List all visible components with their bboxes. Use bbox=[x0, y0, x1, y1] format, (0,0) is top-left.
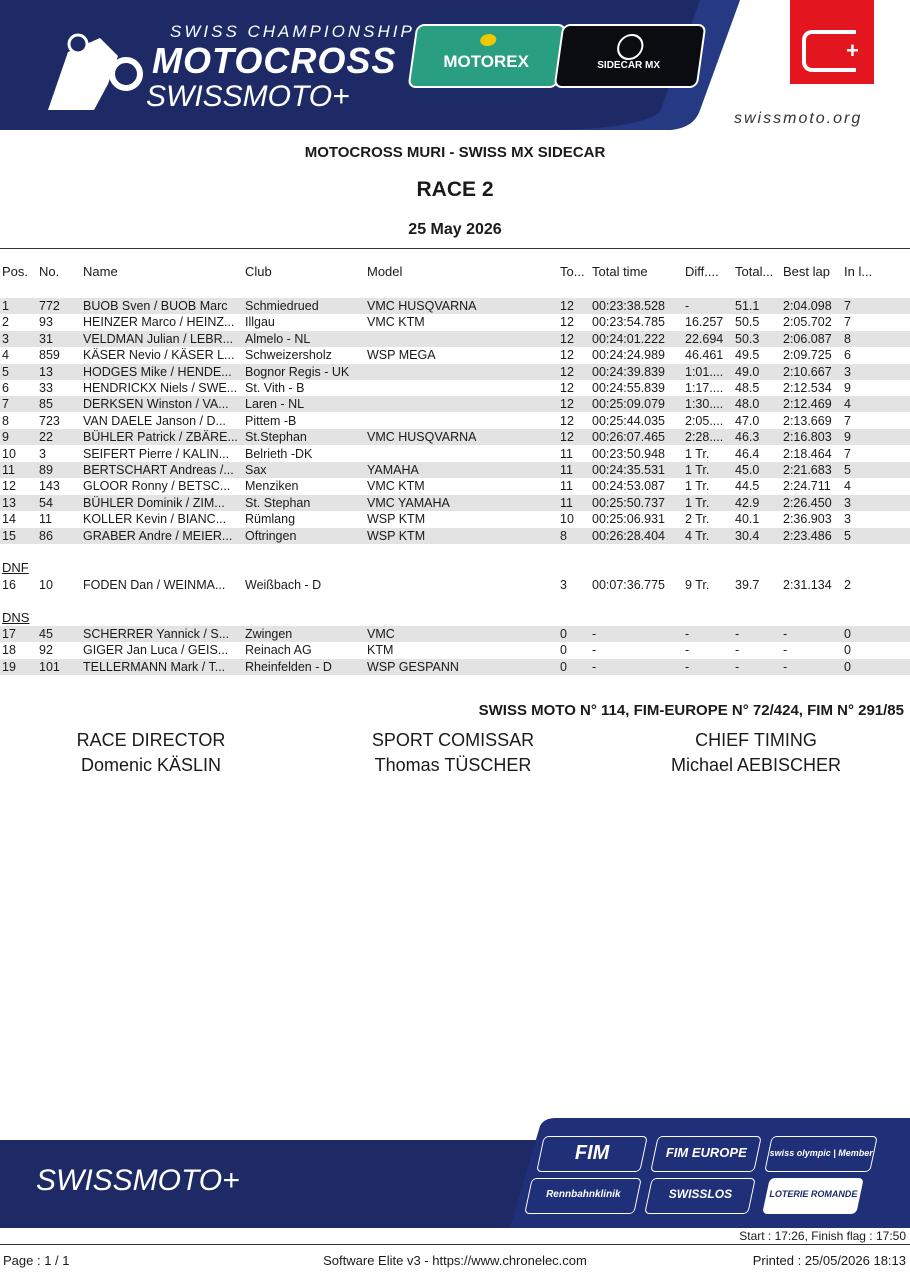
cell-laps: 12 bbox=[560, 348, 574, 363]
championship-logo bbox=[40, 16, 415, 116]
cell-pos: 3 bbox=[2, 331, 9, 346]
cell-club: Pittem -B bbox=[245, 413, 297, 428]
col-model: Model bbox=[367, 264, 403, 279]
cell-pos: 13 bbox=[2, 495, 16, 510]
cell-pos: 14 bbox=[2, 512, 16, 527]
cell-best-lap: 2:12.534 bbox=[783, 381, 832, 395]
cell-total-time: - bbox=[592, 643, 597, 658]
motorex-logo: MOTOREX bbox=[408, 24, 567, 88]
cell-name: SCHERRER Yannick / S... bbox=[83, 627, 230, 641]
cell-best-lap: 2:13.669 bbox=[783, 413, 832, 428]
cell-total-time: 00:23:38.528 bbox=[592, 299, 665, 313]
cell-club: Oftringen bbox=[245, 528, 297, 543]
cell-total-speed: 30.4 bbox=[735, 528, 760, 543]
cell-total-time: 00:25:44.035 bbox=[592, 413, 665, 428]
cell-pos: 6 bbox=[2, 381, 9, 395]
cell-laps: 0 bbox=[560, 643, 567, 658]
cell-name: VAN DAELE Janson / D... bbox=[83, 413, 226, 428]
cell-laps: 0 bbox=[560, 627, 567, 641]
cell-best-lap: 2:09.725 bbox=[783, 348, 832, 363]
cell-in-lap: 9 bbox=[844, 430, 851, 445]
cell-total-time: 00:25:06.931 bbox=[592, 512, 665, 527]
cell-diff: - bbox=[685, 627, 690, 641]
cell-club: Zwingen bbox=[245, 627, 293, 641]
cell-name: BÜHLER Dominik / ZIM... bbox=[83, 495, 225, 510]
cell-number: 13 bbox=[39, 364, 53, 379]
cell-name: GIGER Jan Luca / GEIS... bbox=[83, 643, 229, 658]
cell-laps: 3 bbox=[560, 578, 567, 592]
cell-total-speed: 49.5 bbox=[735, 348, 760, 363]
cell-number: 10 bbox=[39, 578, 53, 592]
header-divider bbox=[0, 248, 910, 249]
cell-name: HENDRICKX Niels / SWE... bbox=[83, 381, 238, 395]
cell-total-speed: 48.5 bbox=[735, 381, 760, 395]
cell-model: VMC HUSQVARNA bbox=[367, 430, 477, 445]
cell-best-lap: 2:24.711 bbox=[783, 479, 831, 494]
cell-laps: 10 bbox=[560, 512, 574, 527]
fim-europe-logo: FIM EUROPE bbox=[650, 1136, 762, 1172]
cell-total-speed: 40.1 bbox=[735, 512, 760, 527]
signature-name: Thomas TÜSCHER bbox=[374, 755, 532, 775]
cell-model: KTM bbox=[367, 643, 394, 658]
cell-model: VMC bbox=[367, 627, 395, 641]
cell-best-lap: 2:36.903 bbox=[783, 512, 832, 527]
cell-in-lap: 4 bbox=[844, 397, 851, 412]
table-row bbox=[0, 577, 910, 593]
table-row bbox=[0, 413, 910, 429]
cell-pos: 18 bbox=[2, 643, 16, 658]
dnf-heading: DNF bbox=[2, 560, 29, 575]
cell-diff: 1 Tr. bbox=[685, 463, 710, 477]
swiss-olympic-logo: swiss olympic | Member bbox=[764, 1136, 878, 1172]
cell-diff: 46.461 bbox=[685, 348, 724, 363]
signature-role: SPORT COMISSAR bbox=[371, 730, 535, 750]
footer-swissmoto-logo: SWISSMOTO+ bbox=[36, 1164, 240, 1197]
cell-best-lap: 2:31.134 bbox=[783, 578, 832, 592]
cell-total-speed: 42.9 bbox=[735, 495, 760, 510]
cell-model: VMC KTM bbox=[367, 315, 425, 330]
cell-laps: 11 bbox=[560, 463, 573, 477]
cell-number: 723 bbox=[39, 413, 60, 428]
cell-number: 86 bbox=[39, 528, 53, 543]
cell-in-lap: 0 bbox=[844, 627, 851, 641]
cell-best-lap: 2:10.667 bbox=[783, 364, 832, 379]
cell-total-time: 00:23:50.948 bbox=[592, 446, 665, 461]
cell-total-time: - bbox=[592, 659, 597, 674]
cell-best-lap: 2:23.486 bbox=[783, 528, 832, 543]
cell-diff: 1:01.... bbox=[685, 364, 724, 379]
table-row bbox=[0, 347, 910, 363]
cell-in-lap: 3 bbox=[844, 364, 851, 379]
cell-total-time: - bbox=[592, 627, 597, 641]
col-laps: To... bbox=[560, 264, 585, 279]
cell-club: Bognor Regis - UK bbox=[245, 364, 350, 379]
cell-in-lap: 0 bbox=[844, 659, 851, 674]
cell-diff: 2:28.... bbox=[685, 430, 724, 445]
cell-best-lap: 2:12.469 bbox=[783, 397, 832, 412]
table-row bbox=[0, 478, 910, 494]
cell-model: WSP KTM bbox=[367, 512, 426, 527]
cell-number: 772 bbox=[39, 299, 60, 313]
cell-total-speed: 45.0 bbox=[735, 463, 760, 477]
cell-total-speed: - bbox=[735, 659, 740, 674]
cell-club: Illgau bbox=[245, 315, 275, 330]
col-best-lap: Best lap bbox=[783, 264, 830, 279]
cell-pos: 12 bbox=[2, 479, 16, 494]
cell-name: DERKSEN Winston / VA... bbox=[83, 397, 229, 412]
table-row bbox=[0, 659, 910, 675]
signature-sport-comissar bbox=[323, 728, 583, 778]
cell-club: Reinach AG bbox=[245, 643, 312, 658]
col-pos: Pos. bbox=[2, 264, 29, 279]
cell-total-speed: - bbox=[735, 627, 740, 641]
cell-in-lap: 3 bbox=[844, 495, 851, 510]
cell-pos: 9 bbox=[2, 430, 9, 445]
cell-club: Almelo - NL bbox=[245, 331, 311, 346]
cell-name: HEINZER Marco / HEINZ... bbox=[83, 315, 235, 330]
cell-total-time: 00:23:54.785 bbox=[592, 315, 665, 330]
table-row bbox=[0, 495, 910, 511]
cell-diff: - bbox=[685, 659, 690, 674]
cell-total-time: 00:26:28.404 bbox=[592, 528, 665, 543]
cell-best-lap: 2:26.450 bbox=[783, 495, 832, 510]
cell-pos: 1 bbox=[2, 299, 9, 313]
motocross-text: MOTOCROSS bbox=[152, 40, 397, 81]
cell-in-lap: 2 bbox=[844, 578, 851, 592]
cell-pos: 2 bbox=[2, 315, 9, 330]
cell-pos: 15 bbox=[2, 528, 16, 543]
cell-laps: 12 bbox=[560, 364, 574, 379]
cell-club: Laren - NL bbox=[245, 397, 305, 412]
swissmoto-red-logo: + bbox=[790, 0, 874, 84]
cell-total-time: 00:24:55.839 bbox=[592, 381, 665, 395]
cell-pos: 8 bbox=[2, 413, 9, 428]
cell-total-speed: 51.1 bbox=[735, 299, 760, 313]
cell-in-lap: 5 bbox=[844, 528, 851, 543]
cell-best-lap: - bbox=[783, 643, 788, 658]
cell-model: YAMAHA bbox=[367, 463, 419, 477]
cell-laps: 12 bbox=[560, 397, 574, 412]
cell-diff: - bbox=[685, 643, 690, 658]
cell-laps: 0 bbox=[560, 659, 567, 674]
cell-diff: 1 Tr. bbox=[685, 446, 710, 461]
cell-in-lap: 4 bbox=[844, 479, 851, 494]
cell-in-lap: 3 bbox=[844, 512, 851, 527]
cell-diff: 1:30.... bbox=[685, 397, 724, 412]
cell-total-speed: 44.5 bbox=[735, 479, 760, 494]
approval-numbers: SWISS MOTO N° 114, FIM-EUROPE N° 72/424, FIM N° 291/85 bbox=[478, 702, 904, 719]
table-row bbox=[0, 364, 910, 380]
motocross-rider-icon bbox=[38, 22, 148, 114]
footer-divider bbox=[0, 1244, 910, 1245]
cell-number: 31 bbox=[39, 331, 53, 346]
cell-club: Rümlang bbox=[245, 512, 296, 527]
cell-total-time: 00:24:39.839 bbox=[592, 364, 665, 379]
cell-number: 85 bbox=[39, 397, 53, 412]
printed-timestamp: Printed : 25/05/2026 18:13 bbox=[752, 1253, 906, 1268]
cell-pos: 17 bbox=[2, 627, 16, 641]
cell-club: Weißbach - D bbox=[245, 578, 322, 592]
cell-name: HODGES Mike / HENDE... bbox=[83, 364, 232, 379]
cell-best-lap: 2:18.464 bbox=[783, 446, 832, 461]
cell-laps: 12 bbox=[560, 315, 574, 330]
cell-pos: 16 bbox=[2, 578, 16, 592]
cell-model: WSP GESPANN bbox=[367, 659, 459, 674]
cell-diff: 22.694 bbox=[685, 331, 724, 346]
table-row bbox=[0, 511, 910, 527]
table-row bbox=[0, 380, 910, 396]
cell-total-speed: 46.3 bbox=[735, 430, 760, 445]
race-title: RACE 2 bbox=[416, 178, 494, 201]
cell-number: 3 bbox=[39, 446, 46, 461]
cell-number: 54 bbox=[39, 495, 53, 510]
cell-in-lap: 7 bbox=[844, 315, 851, 330]
cell-pos: 7 bbox=[2, 397, 9, 412]
cell-club: Sax bbox=[245, 463, 267, 477]
table-row bbox=[0, 396, 910, 412]
cell-best-lap: 2:16.803 bbox=[783, 430, 832, 445]
table-row bbox=[0, 642, 910, 658]
cell-number: 22 bbox=[39, 430, 53, 445]
col-in-lap: In l... bbox=[844, 264, 873, 279]
cell-club: Rheinfelden - D bbox=[245, 659, 332, 674]
cell-laps: 12 bbox=[560, 413, 574, 428]
cell-best-lap: 2:06.087 bbox=[783, 331, 832, 346]
cell-model: VMC HUSQVARNA bbox=[367, 299, 477, 313]
signature-role: CHIEF TIMING bbox=[695, 730, 817, 750]
cell-in-lap: 0 bbox=[844, 643, 851, 658]
cell-laps: 12 bbox=[560, 381, 574, 395]
website-url[interactable]: swissmoto.org bbox=[734, 110, 863, 127]
sidecar-mx-logo: SIDECAR MX bbox=[554, 24, 707, 88]
cell-number: 45 bbox=[39, 627, 53, 641]
table-row bbox=[0, 429, 910, 445]
cell-name: GRABER Andre / MEIER... bbox=[83, 528, 233, 543]
cell-laps: 12 bbox=[560, 299, 574, 313]
cell-total-time: 00:24:01.222 bbox=[592, 331, 665, 346]
col-total-time: Total time bbox=[592, 264, 648, 279]
cell-best-lap: - bbox=[783, 627, 788, 641]
cell-best-lap: 2:04.098 bbox=[783, 299, 832, 313]
race-date: 25 May 2026 bbox=[408, 221, 502, 238]
swissmoto-text: SWISSMOTO+ bbox=[146, 80, 350, 113]
page-number: Page : 1 / 1 bbox=[3, 1253, 70, 1268]
cell-name: FODEN Dan / WEINMA... bbox=[83, 578, 226, 592]
cell-total-time: 00:26:07.465 bbox=[592, 430, 665, 445]
cell-pos: 5 bbox=[2, 364, 9, 379]
signature-role: RACE DIRECTOR bbox=[76, 730, 226, 750]
cell-laps: 11 bbox=[560, 446, 573, 461]
cell-name: GLOOR Ronny / BETSC... bbox=[83, 479, 231, 494]
cell-model: VMC YAMAHA bbox=[367, 495, 450, 510]
cell-total-speed: 49.0 bbox=[735, 364, 760, 379]
cell-in-lap: 7 bbox=[844, 299, 851, 313]
cell-total-speed: 50.5 bbox=[735, 315, 760, 330]
cell-diff: 1 Tr. bbox=[685, 495, 710, 510]
event-title: MOTOCROSS MURI - SWISS MX SIDECAR bbox=[304, 144, 606, 161]
cell-laps: 11 bbox=[560, 495, 573, 510]
table-row bbox=[0, 331, 910, 347]
cell-model: VMC KTM bbox=[367, 479, 425, 494]
cell-total-time: 00:24:24.989 bbox=[592, 348, 665, 363]
cell-in-lap: 6 bbox=[844, 348, 851, 363]
cell-diff: 1:17.... bbox=[685, 381, 724, 395]
cell-number: 11 bbox=[39, 512, 52, 527]
col-diff: Diff.... bbox=[685, 264, 719, 279]
cell-total-time: 00:25:09.079 bbox=[592, 397, 665, 412]
cell-pos: 4 bbox=[2, 348, 9, 363]
table-row bbox=[0, 446, 910, 462]
col-name: Name bbox=[83, 264, 118, 279]
cell-club: Schmiedrued bbox=[245, 299, 319, 313]
cell-laps: 8 bbox=[560, 528, 567, 543]
cell-name: BÜHLER Patrick / ZBÄRE... bbox=[83, 430, 238, 445]
cell-in-lap: 7 bbox=[844, 446, 851, 461]
cell-diff: 2 Tr. bbox=[685, 512, 710, 527]
cell-number: 143 bbox=[39, 479, 60, 494]
signature-name: Domenic KÄSLIN bbox=[80, 755, 222, 775]
table-row bbox=[0, 298, 910, 314]
cell-name: KOLLER Kevin / BIANC... bbox=[83, 512, 227, 527]
cell-total-time: 00:24:35.531 bbox=[592, 463, 665, 477]
cell-number: 93 bbox=[39, 315, 53, 330]
swiss-championship-text: SWISS CHAMPIONSHIP bbox=[170, 22, 415, 41]
signature-chief-timing bbox=[626, 728, 886, 778]
cell-club: Menziken bbox=[245, 479, 299, 494]
table-row bbox=[0, 626, 910, 642]
cell-laps: 11 bbox=[560, 479, 573, 494]
table-row bbox=[0, 462, 910, 478]
col-total-speed: Total... bbox=[735, 264, 774, 279]
cell-name: BERTSCHART Andreas /... bbox=[83, 463, 234, 477]
table-row bbox=[0, 528, 910, 544]
cell-name: KÄSER Nevio / KÄSER L... bbox=[83, 348, 235, 363]
cell-club: St. Stephan bbox=[245, 495, 311, 510]
swisslos-logo: SWISSLOS bbox=[644, 1178, 756, 1214]
cell-name: SEIFERT Pierre / KALIN... bbox=[83, 446, 230, 461]
cell-model: WSP MEGA bbox=[367, 348, 436, 363]
cell-best-lap: 2:05.702 bbox=[783, 315, 832, 330]
cell-diff: 1 Tr. bbox=[685, 479, 710, 494]
signature-name: Michael AEBISCHER bbox=[670, 755, 842, 775]
cell-number: 89 bbox=[39, 463, 53, 477]
cell-total-speed: 46.4 bbox=[735, 446, 760, 461]
cell-total-time: 00:24:53.087 bbox=[592, 479, 665, 494]
cell-total-speed: 47.0 bbox=[735, 413, 760, 428]
cell-best-lap: - bbox=[783, 659, 788, 674]
software-credit: Software Elite v3 - https://www.chronelec.com bbox=[323, 1253, 587, 1268]
cell-pos: 11 bbox=[2, 463, 15, 477]
cell-club: Schweizersholz bbox=[245, 348, 332, 363]
cell-name: VELDMAN Julian / LEBR... bbox=[83, 331, 234, 346]
cell-best-lap: 2:21.683 bbox=[783, 463, 832, 477]
rennbahnklinik-logo: Rennbahnklinik bbox=[524, 1178, 642, 1214]
cell-total-time: 00:25:50.737 bbox=[592, 495, 665, 510]
signature-race-director bbox=[21, 728, 281, 778]
cell-total-speed: - bbox=[735, 643, 740, 658]
cell-pos: 10 bbox=[2, 446, 16, 461]
fim-logo: FIM bbox=[536, 1136, 648, 1172]
cell-total-speed: 50.3 bbox=[735, 331, 760, 346]
col-club: Club bbox=[245, 264, 272, 279]
cell-diff: 16.257 bbox=[685, 315, 724, 330]
cell-club: St. Vith - B bbox=[245, 381, 305, 395]
cell-number: 101 bbox=[39, 659, 60, 674]
cell-in-lap: 8 bbox=[844, 331, 851, 346]
cell-number: 92 bbox=[39, 643, 53, 658]
table-header bbox=[0, 264, 910, 284]
cell-in-lap: 7 bbox=[844, 413, 851, 428]
start-finish-times: Start : 17:26, Finish flag : 17:50 bbox=[739, 1229, 906, 1243]
col-no: No. bbox=[39, 264, 60, 279]
cell-pos: 19 bbox=[2, 659, 16, 674]
cell-in-lap: 9 bbox=[844, 381, 851, 395]
cell-diff: - bbox=[685, 299, 690, 313]
cell-name: TELLERMANN Mark / T... bbox=[83, 659, 226, 674]
cell-diff: 2:05.... bbox=[685, 413, 724, 428]
cell-total-speed: 39.7 bbox=[735, 578, 760, 592]
cell-number: 33 bbox=[39, 381, 53, 395]
cell-in-lap: 5 bbox=[844, 463, 851, 477]
loterie-romande-logo: LOTERIE ROMANDE bbox=[762, 1178, 864, 1214]
cell-total-time: 00:07:36.775 bbox=[592, 578, 665, 592]
table-row bbox=[0, 314, 910, 330]
cell-name: BUOB Sven / BUOB Marc bbox=[83, 299, 228, 313]
cell-laps: 12 bbox=[560, 430, 574, 445]
cell-laps: 12 bbox=[560, 331, 574, 346]
cell-number: 859 bbox=[39, 348, 60, 363]
cell-diff: 9 Tr. bbox=[685, 578, 710, 592]
cell-diff: 4 Tr. bbox=[685, 528, 710, 543]
dns-heading: DNS bbox=[2, 610, 30, 625]
cell-total-speed: 48.0 bbox=[735, 397, 760, 412]
cell-club: Belrieth -DK bbox=[245, 446, 313, 461]
cell-model: WSP KTM bbox=[367, 528, 426, 543]
cell-club: St.Stephan bbox=[245, 430, 307, 445]
